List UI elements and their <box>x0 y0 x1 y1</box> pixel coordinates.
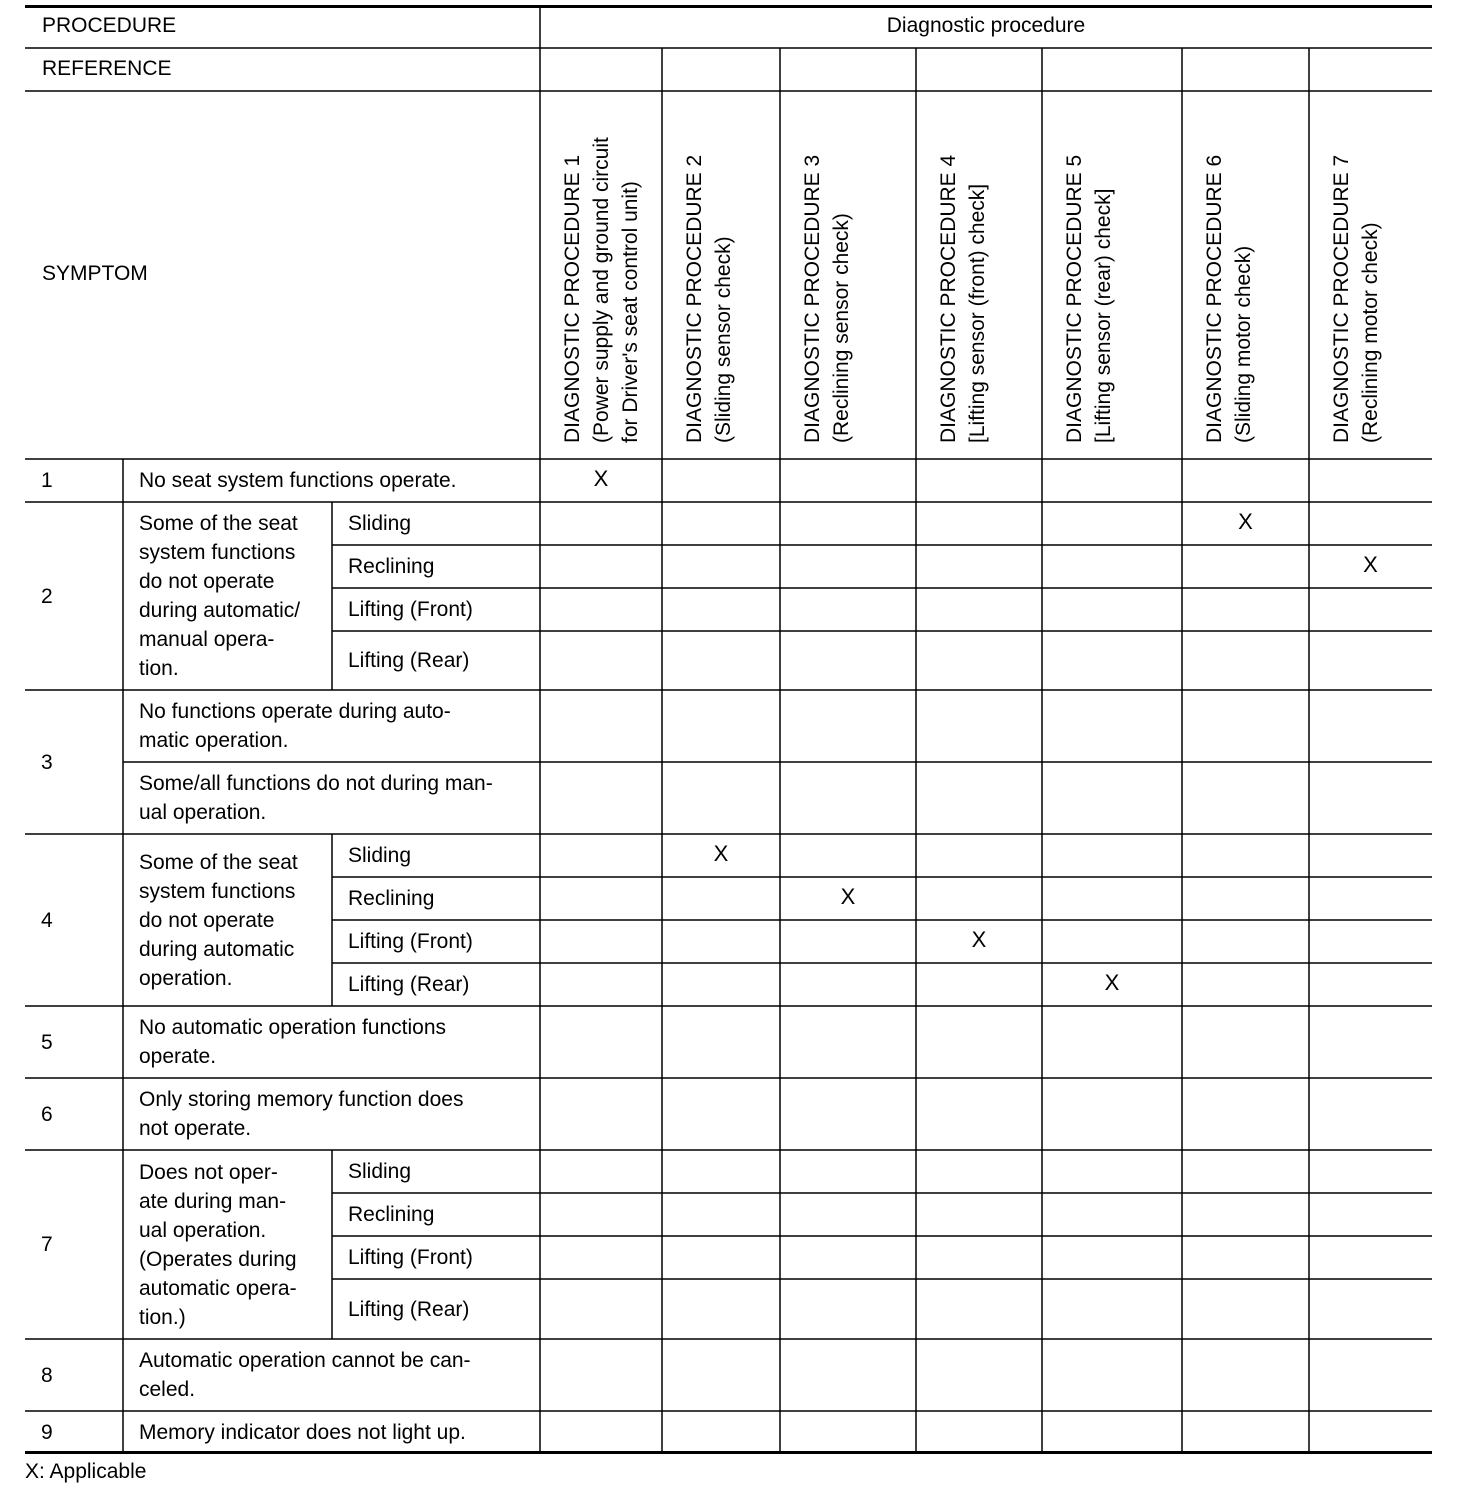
symptom-description: No functions operate during auto- matic operation. <box>139 700 451 752</box>
symptom-sub-item: Reclining <box>348 1203 435 1226</box>
symptom-description: No seat system functions operate. <box>139 469 457 492</box>
symptom-description: Does not oper- ate during man- ual operation. (Operates during automatic opera- tion.) <box>139 1160 297 1329</box>
legend: X: Applicable <box>25 1460 147 1483</box>
symptom-sub-item: Sliding <box>348 1160 412 1183</box>
symptom-number: 1 <box>41 469 53 492</box>
symptom-number: 2 <box>41 584 53 608</box>
symptom-description: Memory indicator does not light up. <box>139 1421 466 1444</box>
procedure-header-5: DIAGNOSTIC PROCEDURE 5 [Lifting sensor (rear) check] <box>1063 154 1115 443</box>
applicable-mark: X <box>593 466 609 491</box>
symptom-sub-item: Lifting (Rear) <box>348 973 470 996</box>
symptom-description: Some of the seat system functions do not operate during automatic operation. <box>139 850 298 990</box>
symptom-description: Some/all functions do not during man- ual operation. <box>139 772 493 824</box>
applicable-mark: X <box>971 927 987 952</box>
symptom-sub-item: Sliding <box>348 844 412 867</box>
symptom-description: Only storing memory function does not operate. <box>139 1088 464 1140</box>
procedure-header-4: DIAGNOSTIC PROCEDURE 4 [Lifting sensor (front) check] <box>937 154 989 443</box>
procedure-header: PROCEDURE <box>42 14 177 37</box>
applicable-mark: X <box>1363 552 1378 577</box>
symptom-description: Some of the seat system functions do not operate during automatic/ manual opera- tion. <box>139 512 301 680</box>
procedure-header-2: DIAGNOSTIC PROCEDURE 2 (Sliding sensor check) <box>683 154 735 443</box>
symptom-description: Automatic operation cannot be can- celed. <box>139 1349 471 1401</box>
symptom-number: 3 <box>41 750 53 774</box>
symptom-number: 8 <box>41 1363 53 1387</box>
symptom-procedure-table <box>25 5 1432 1454</box>
symptom-number: 4 <box>41 908 53 932</box>
applicable-mark: X <box>840 884 856 909</box>
procedure-header-3: DIAGNOSTIC PROCEDURE 3 (Reclining sensor check) <box>801 154 853 443</box>
applicable-mark: X <box>1238 509 1253 534</box>
applicable-mark: X <box>1104 970 1120 995</box>
applicable-mark: X <box>713 841 729 866</box>
symptom-description: No automatic operation functions operate. <box>139 1016 447 1068</box>
symptom-sub-item: Reclining <box>348 887 435 910</box>
symptom-sub-item: Sliding <box>348 512 412 535</box>
symptom-sub-item: Reclining <box>348 555 435 578</box>
diagnostic-procedure-header: Diagnostic procedure <box>886 14 1086 37</box>
procedure-header-1: DIAGNOSTIC PROCEDURE 1 (Power supply and ground circuit for Driver's seat control unit) <box>561 137 642 443</box>
procedure-header-6: DIAGNOSTIC PROCEDURE 6 (Sliding motor check) <box>1203 154 1255 443</box>
symptom-header: SYMPTOM <box>42 262 148 285</box>
symptom-sub-item: Lifting (Rear) <box>348 649 470 672</box>
reference-header: REFERENCE <box>42 57 172 80</box>
symptom-sub-item: Lifting (Rear) <box>348 1297 470 1321</box>
symptom-number: 6 <box>41 1102 53 1126</box>
symptom-sub-item: Lifting (Front) <box>348 598 473 621</box>
symptom-sub-item: Lifting (Front) <box>348 930 473 953</box>
symptom-number: 5 <box>41 1030 53 1054</box>
symptom-number: 7 <box>41 1233 53 1256</box>
symptom-sub-item: Lifting (Front) <box>348 1246 473 1269</box>
procedure-header-7: DIAGNOSTIC PROCEDURE 7 (Reclining motor check) <box>1330 154 1382 443</box>
symptom-number: 9 <box>41 1421 53 1444</box>
